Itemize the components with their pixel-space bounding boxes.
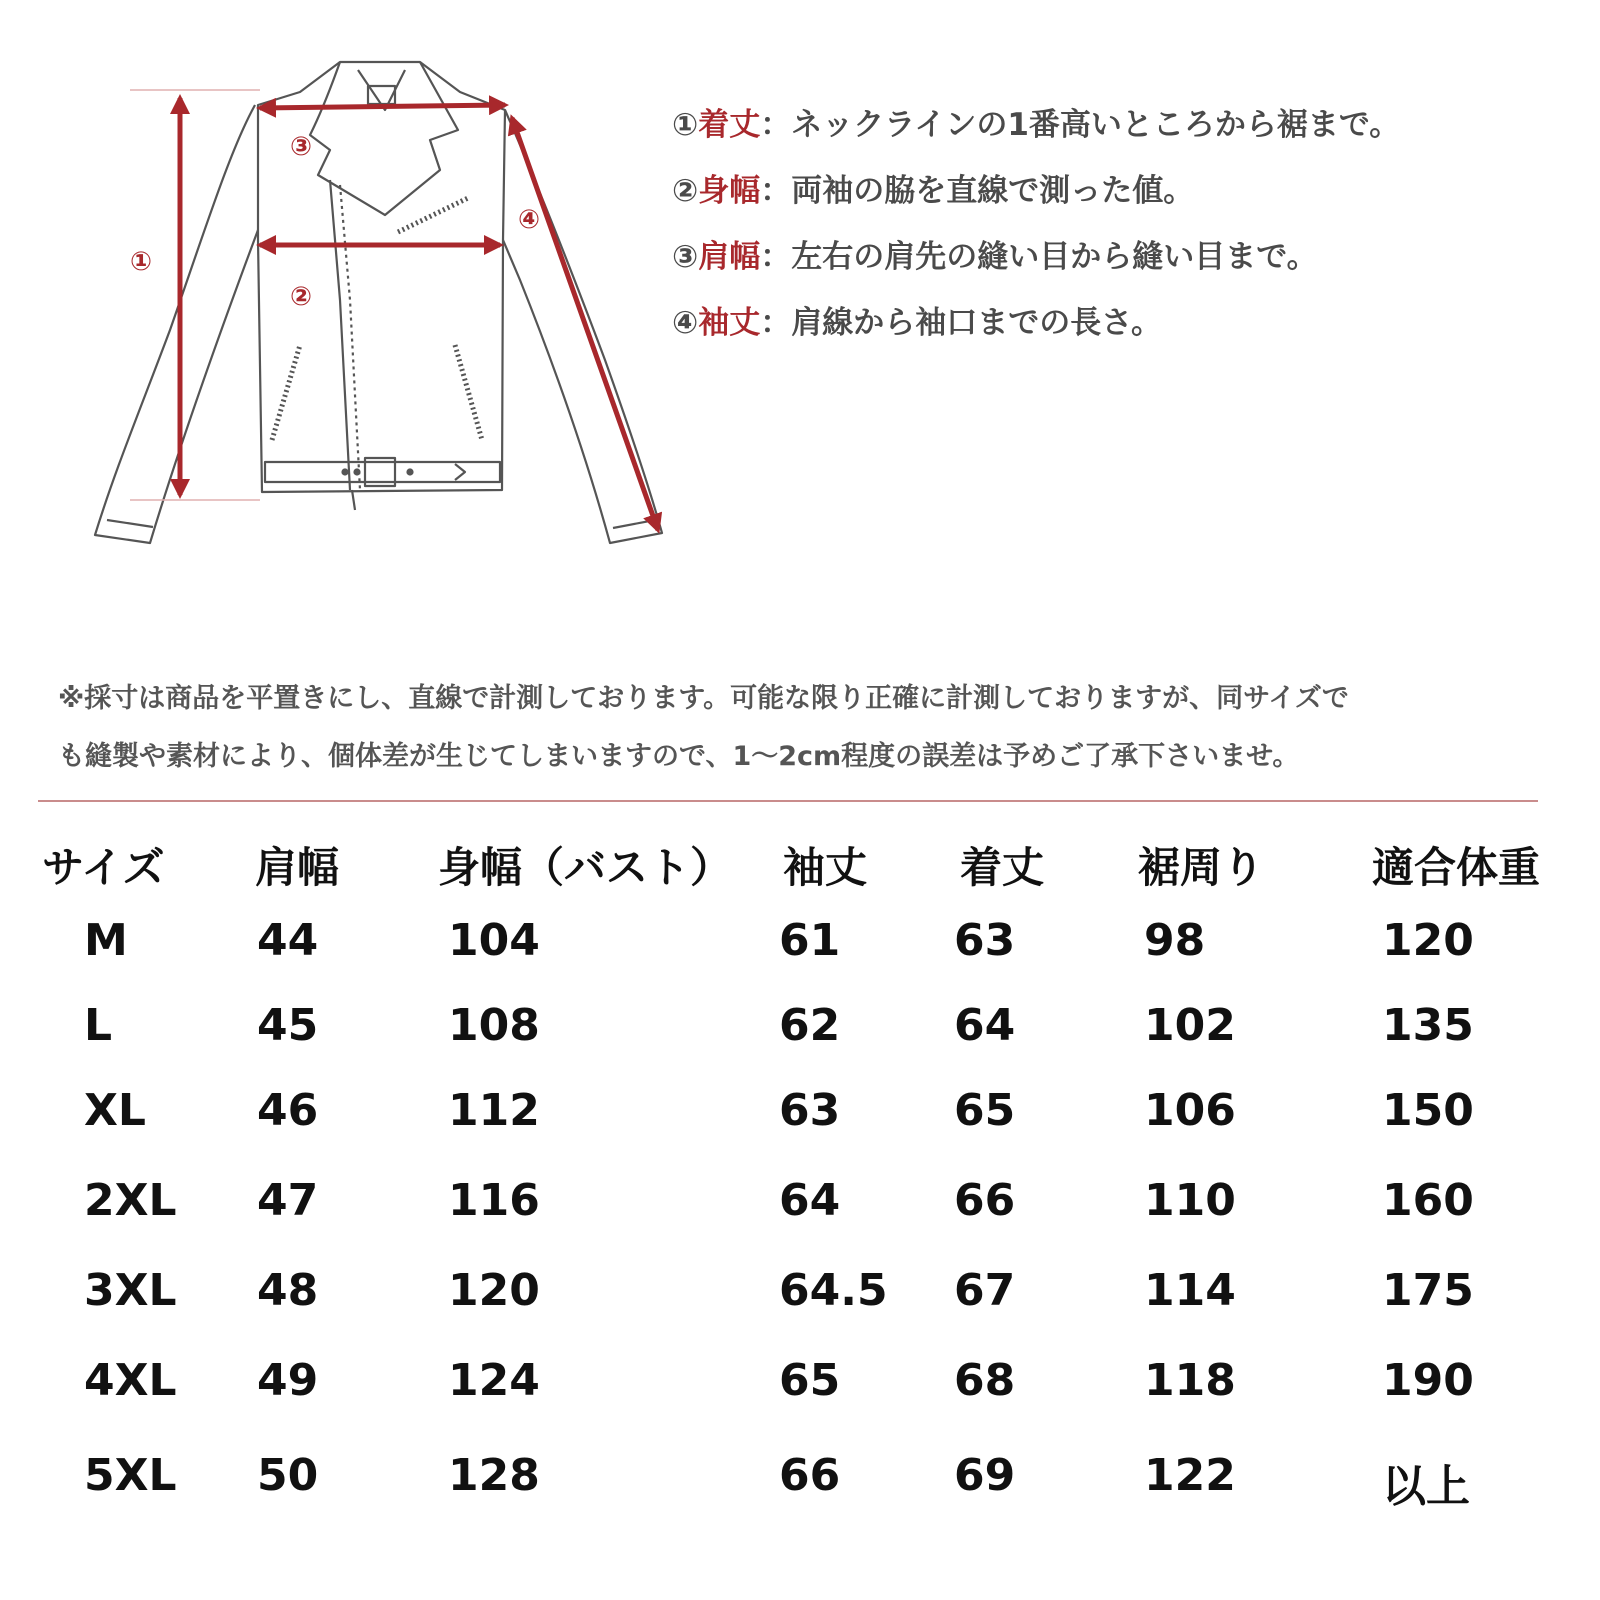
table-cell: 175: [1382, 1265, 1474, 1316]
legend-desc: ：左右の肩先の縫い目から縫い目まで。: [760, 239, 1318, 275]
header-size: サイズ: [42, 843, 165, 892]
table-cell: XL: [84, 1085, 146, 1136]
table-cell: 67: [954, 1265, 1016, 1316]
header-hem: 裾周り: [1138, 843, 1265, 892]
table-cell: 50: [257, 1450, 319, 1501]
table-cell: 66: [954, 1175, 1016, 1226]
table-cell: 44: [257, 915, 319, 966]
legend-term: 身幅: [698, 173, 761, 209]
table-cell: 3XL: [84, 1265, 177, 1316]
legend-desc: ：ネックラインの1番高いところから裾まで。: [760, 107, 1401, 143]
table-cell: 61: [779, 915, 841, 966]
table-cell: 150: [1382, 1085, 1474, 1136]
table-cell: 120: [1382, 915, 1474, 966]
marker-1: ①: [130, 247, 153, 277]
table-cell: 69: [954, 1450, 1016, 1501]
table-cell: 106: [1144, 1085, 1236, 1136]
legend-num: ③: [672, 239, 699, 275]
table-cell: 116: [448, 1175, 540, 1226]
legend-num: ①: [672, 107, 699, 143]
table-cell: 118: [1144, 1355, 1236, 1406]
table-cell: 65: [954, 1085, 1016, 1136]
table-cell: 5XL: [84, 1450, 177, 1501]
table-cell: 104: [448, 915, 540, 966]
table-cell: 4XL: [84, 1355, 177, 1406]
header-weight: 適合体重: [1372, 843, 1541, 892]
table-cell: 65: [779, 1355, 841, 1406]
table-cell: 63: [954, 915, 1016, 966]
table-cell: 68: [954, 1355, 1016, 1406]
table-cell: 98: [1144, 915, 1206, 966]
table-cell: 46: [257, 1085, 319, 1136]
table-cell: 114: [1144, 1265, 1236, 1316]
table-cell: 160: [1382, 1175, 1474, 1226]
legend-term: 肩幅: [698, 239, 761, 275]
marker-3: ③: [290, 132, 313, 162]
header-bust: 身幅（バスト）: [438, 843, 733, 892]
legend-num: ②: [672, 173, 699, 209]
table-cell: L: [84, 1000, 113, 1051]
table-cell: 64: [954, 1000, 1016, 1051]
marker-4: ④: [518, 205, 541, 235]
table-cell: 108: [448, 1000, 540, 1051]
table-cell: 以上: [1382, 1461, 1470, 1512]
legend-desc: ：肩線から袖口までの長さ。: [760, 305, 1163, 341]
table-cell: 62: [779, 1000, 841, 1051]
table-cell: 64: [779, 1175, 841, 1226]
table-cell: 112: [448, 1085, 540, 1136]
table-cell: 110: [1144, 1175, 1236, 1226]
header-length: 着丈: [960, 843, 1045, 892]
table-cell: M: [84, 915, 128, 966]
table-cell: 64.5: [779, 1265, 888, 1316]
note-line-1: ※採寸は商品を平置きにし、直線で計測しております。可能な限り正確に計測しておりますが、同サイズで: [58, 683, 1349, 714]
table-cell: 66: [779, 1450, 841, 1501]
table-cell: 190: [1382, 1355, 1474, 1406]
table-cell: 102: [1144, 1000, 1236, 1051]
header-shoulder: 肩幅: [255, 843, 340, 892]
table-cell: 124: [448, 1355, 540, 1406]
legend-term: 着丈: [698, 107, 761, 143]
table-cell: 2XL: [84, 1175, 177, 1226]
legend-term: 袖丈: [698, 305, 761, 341]
table-cell: 128: [448, 1450, 540, 1501]
table-cell: 135: [1382, 1000, 1474, 1051]
table-cell: 120: [448, 1265, 540, 1316]
header-sleeve: 袖丈: [783, 843, 868, 892]
table-cell: 48: [257, 1265, 319, 1316]
legend-desc: ：両袖の脇を直線で測った値。: [760, 173, 1195, 209]
table-cell: 47: [257, 1175, 319, 1226]
table-cell: 63: [779, 1085, 841, 1136]
marker-2: ②: [290, 282, 313, 312]
table-cell: 49: [257, 1355, 319, 1406]
table-cell: 45: [257, 1000, 319, 1051]
note-line-2: も縫製や素材により、個体差が生じてしまいますので、1～2cm程度の誤差は予めご了承下さいませ。: [58, 741, 1300, 772]
table-cell: 122: [1144, 1450, 1236, 1501]
legend-num: ④: [672, 305, 699, 341]
